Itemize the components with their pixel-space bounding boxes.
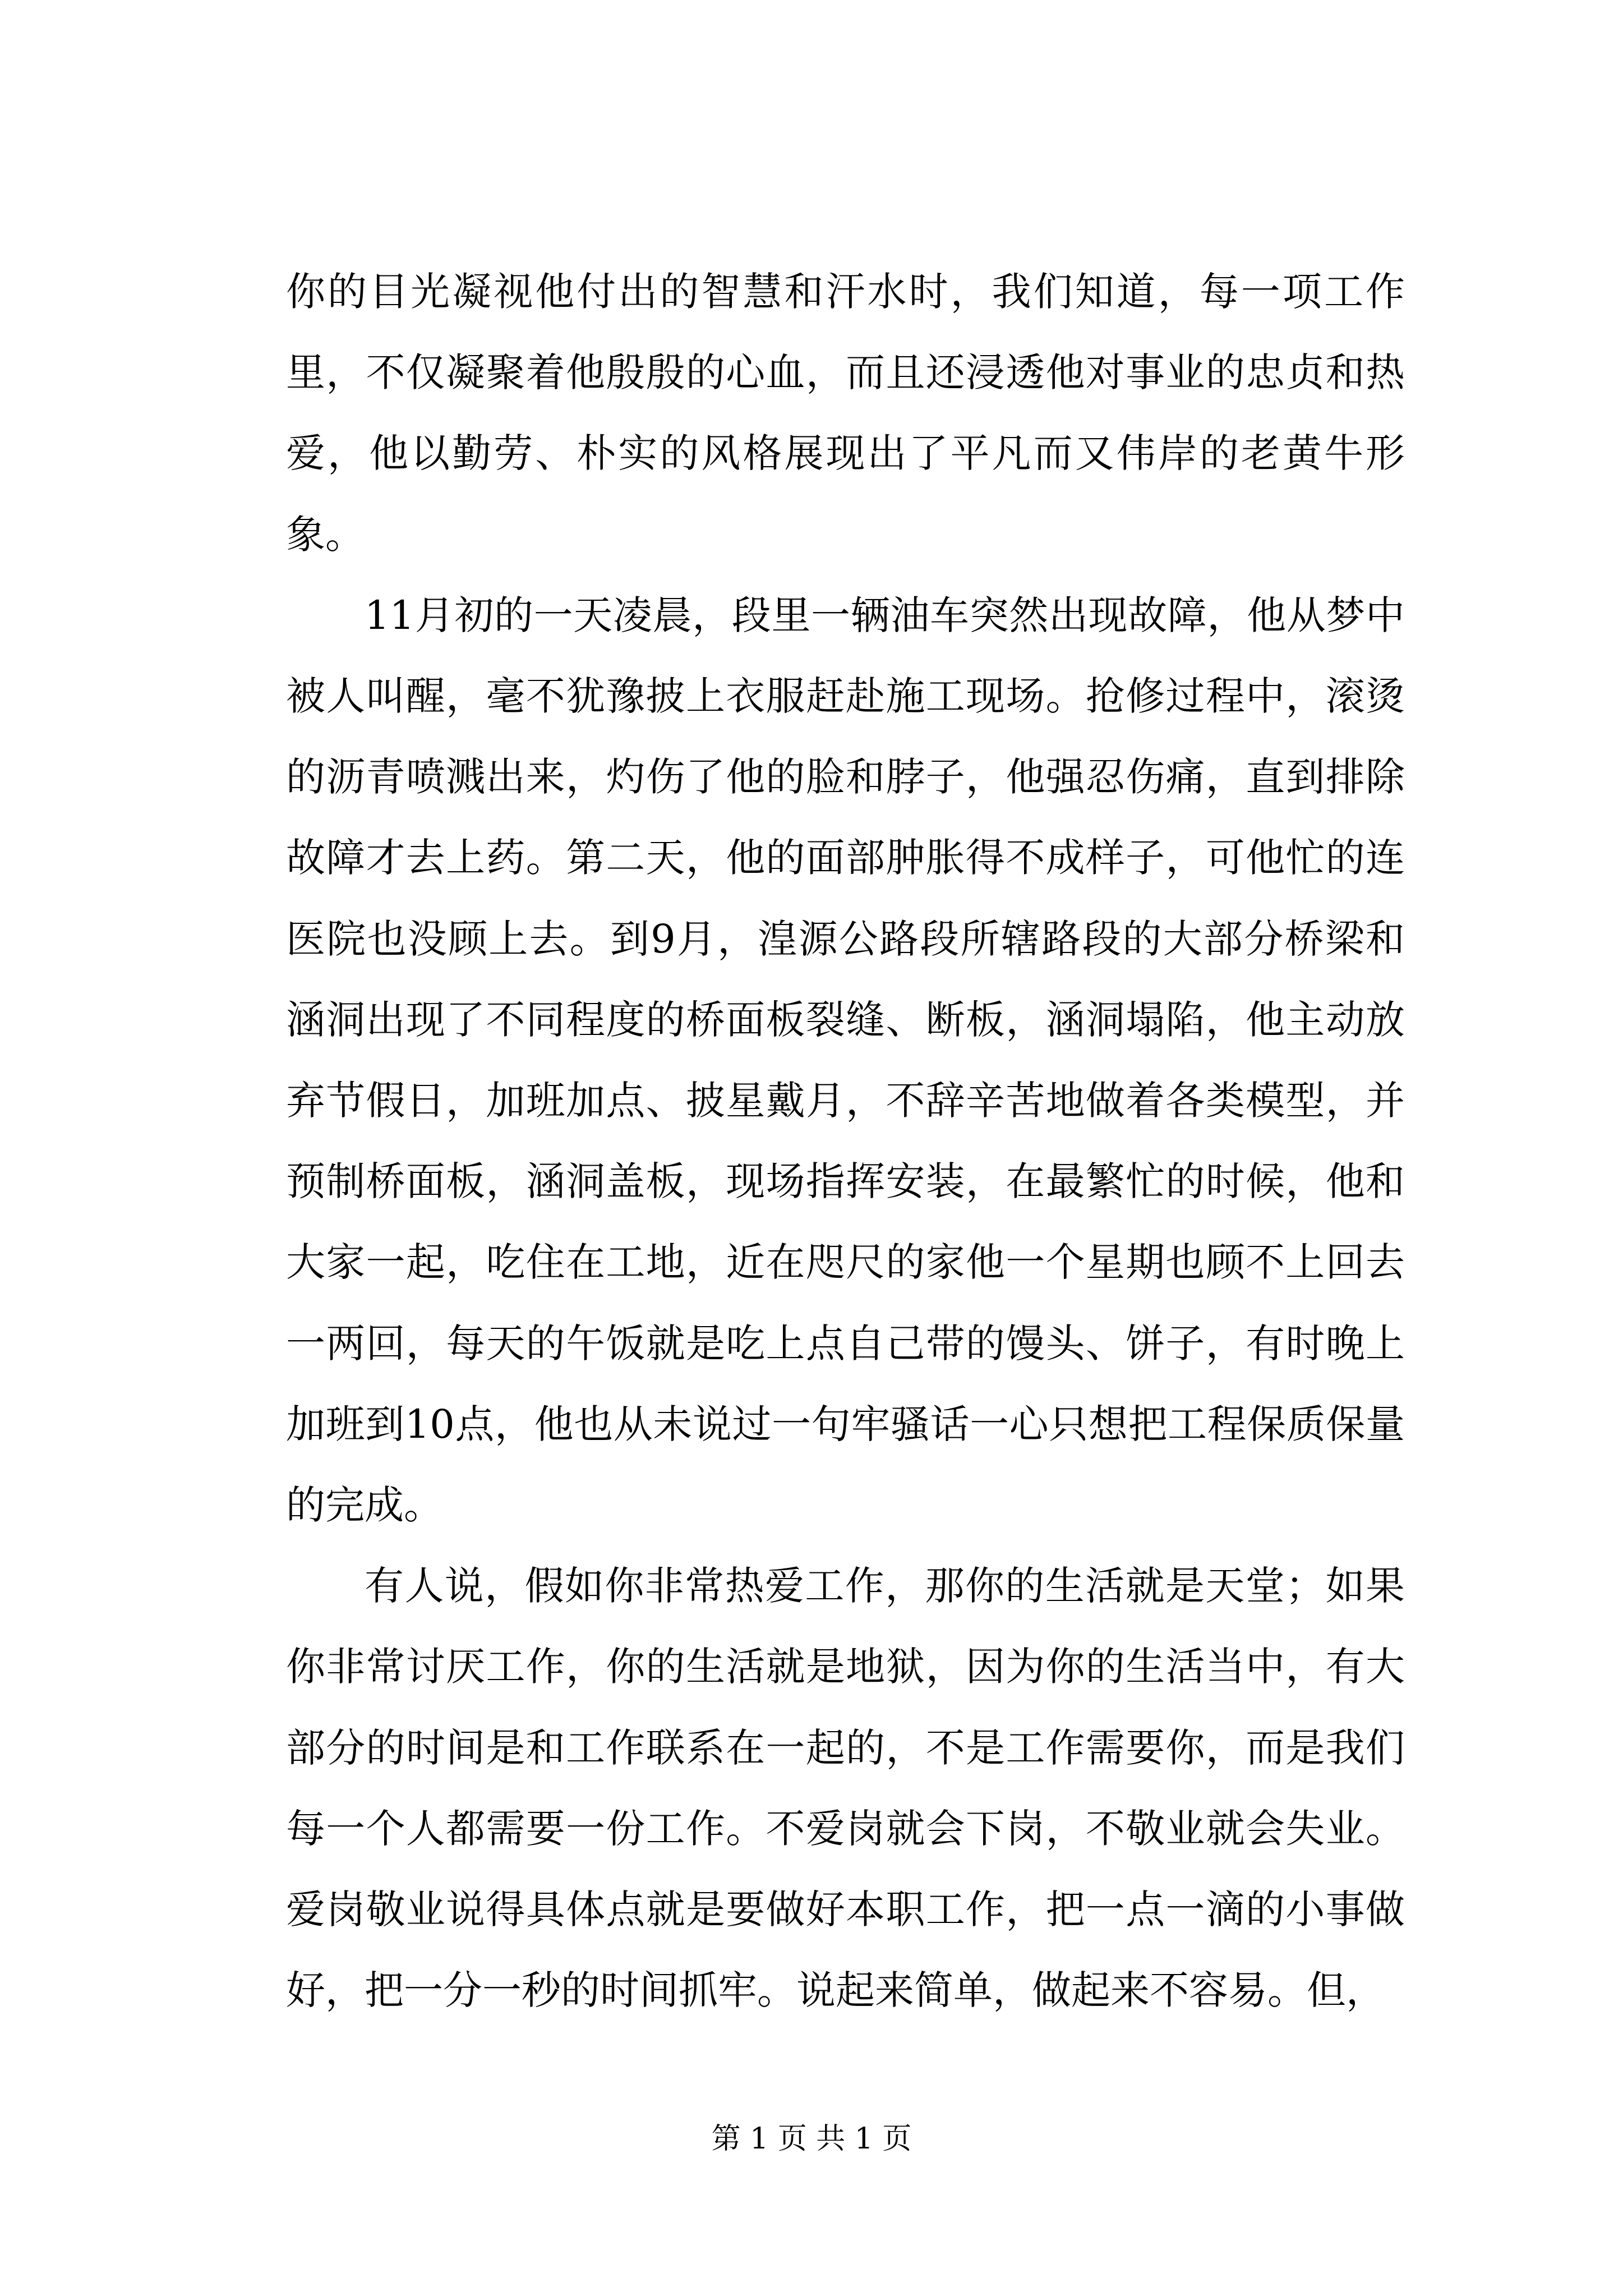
page-footer: 第 1 页 共 1 页	[711, 2122, 912, 2156]
paragraph-repair-story: 11月初的一天凌晨，段里一辆油车突然出现故障，他从梦中被人叫醒，毫不犹豫披上衣服赶赴施工现场。抢修过程中，滚烫的沥青喷溅出来，灼伤了他的脸和脖子，他强忍伤痛，直到排除故障才去上药。第二天，他的面部肿胀得不成样子，可他忙的连医院也没顾上去。到9月，湟源公路段所辖路段的大部分桥梁和涵洞出现了不同程度的桥面板裂缝、断板，涵洞塌陷，他主动放弃节假日，加班加点、披星戴月，不辞辛苦地做着各类模型，并预制桥面板，涵洞盖板，现场指挥安装，在最繁忙的时候，他和大家一起，吃住在工地，近在咫尺的家他一个星期也顾不上回去一两回，每天的午饭就是吃上点自己带的馒头、饼子，有时晚上加班到10点，他也从未说过一句牢骚话一心只想把工程保质保量的完成。	[286, 592, 1405, 1529]
paragraph-continued: 你的目光凝视他付出的智慧和汗水时，我们知道，每一项工作里，不仅凝聚着他殷殷的心血，而且还浸透他对事业的忠贞和热爱，他以勤劳、朴实的风格展现出了平凡而又伟岸的老黄牛形象。	[286, 269, 1405, 558]
document-body	[286, 251, 1405, 2031]
paragraph-work-attitude: 有人说，假如你非常热爱工作，那你的生活就是天堂；如果你非常讨厌工作，你的生活就是地狱，因为你的生活当中，有大部分的时间是和工作联系在一起的，不是工作需要你，而是我们每一个人都需要一份工作。不爱岗就会下岗，不敬业就会失业。爱岗敬业说得具体点就是要做好本职工作，把一点一滴的小事做好，把一分一秒的时间抓牢。说起来简单，做起来不容易。但，	[286, 1563, 1405, 2014]
